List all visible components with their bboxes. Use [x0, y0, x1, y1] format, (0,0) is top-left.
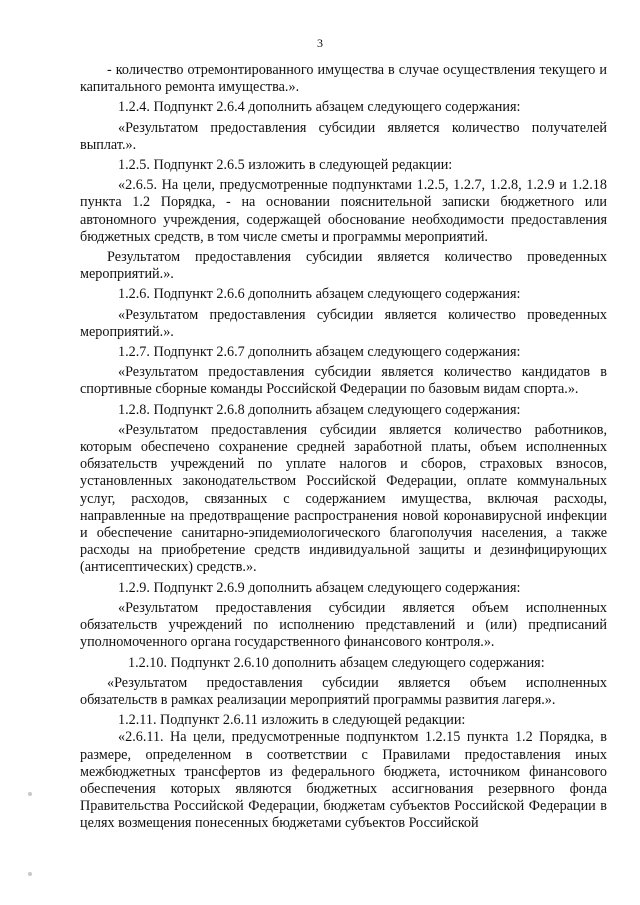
paragraph: «Результатом предоставления субсидии является количество кандидатов в спортивные сборные команды Российской Федерации по базовым видам спорта.». — [80, 364, 607, 398]
page-number: 3 — [317, 36, 323, 50]
paragraph: «Результатом предоставления субсидии является количество получателей выплат.». — [80, 119, 607, 153]
paragraph: «Результатом предоставления субсидии является объем исполненных обязательств в рамках реализации мероприятий программы развития лагеря.». — [80, 674, 607, 708]
margin-mark — [28, 792, 32, 796]
paragraph: 1.2.6. Подпункт 2.6.6 дополнить абзацем следующего содержания: — [118, 286, 521, 303]
document-body — [80, 62, 607, 833]
paragraph: «2.6.5. На цели, предусмотренные подпунктами 1.2.5, 1.2.7, 1.2.8, 1.2.9 и 1.2.18 пункта 1.2 Порядка, - на основании пояснительной записки бюджетного или автономного учреждения, содержащей обоснование необходимости предоставления бюджетных средств, в том числе сметы и программы мероприятий. — [80, 177, 607, 245]
paragraph: Результатом предоставления субсидии является количество проведенных мероприятий.». — [80, 249, 607, 283]
paragraph: «Результатом предоставления субсидии является количество работников, которым обеспечено сохранение средней заработной платы, объем исполненных обязательств учреждений по уплате налогов и сборов, страховых взносов, установленных законодательством Российской Федерации, оплате коммунальных услуг, расходов, связанных с содержанием имущества, включая расходы, направленные на предотвращение распространения новой коронавирусной инфекции и обеспечение санитарно-эпидемиологического благополучия населения, а также расходы на приобретение средств индивидуальной защиты и дезинфицирующих (антисептических) средств.». — [80, 421, 607, 576]
paragraph: «Результатом предоставления субсидии является объем исполненных обязательств учреждений по исполнению представлений и (или) предписаний уполномоченного органа государственного финансового контроля.». — [80, 599, 607, 651]
margin-mark — [28, 872, 32, 876]
paragraph: «Результатом предоставления субсидии является количество проведенных мероприятий.». — [80, 306, 607, 340]
paragraph: 1.2.9. Подпункт 2.6.9 дополнить абзацем следующего содержания: — [118, 579, 521, 596]
paragraph: 1.2.7. Подпункт 2.6.7 дополнить абзацем следующего содержания: — [118, 344, 521, 361]
paragraph: 1.2.5. Подпункт 2.6.5 изложить в следующей редакции: — [118, 157, 453, 174]
paragraph: 1.2.10. Подпункт 2.6.10 дополнить абзацем следующего содержания: — [128, 654, 545, 671]
paragraph: 1.2.8. Подпункт 2.6.8 дополнить абзацем следующего содержания: — [118, 401, 521, 418]
paragraph: «2.6.11. На цели, предусмотренные подпунктом 1.2.15 пункта 1.2 Порядка, в размере, определенном в соответствии с Правилами предоставления иных межбюджетных трансфертов из федерального бюджета, источником финансового обеспечения которых являются бюджетных ассигнования резервного фонда Правительства Российской Федерации, бюджетам субъектов Российской Федерации в целях возмещения понесенных бюджетами субъектов Российской — [80, 729, 607, 832]
paragraph: 1.2.4. Подпункт 2.6.4 дополнить абзацем следующего содержания: — [118, 99, 521, 116]
paragraph: 1.2.11. Подпункт 2.6.11 изложить в следующей редакции: — [118, 712, 466, 729]
paragraph: - количество отремонтированного имущества в случае осуществления текущего и капитального ремонта имущества.». — [80, 62, 607, 96]
